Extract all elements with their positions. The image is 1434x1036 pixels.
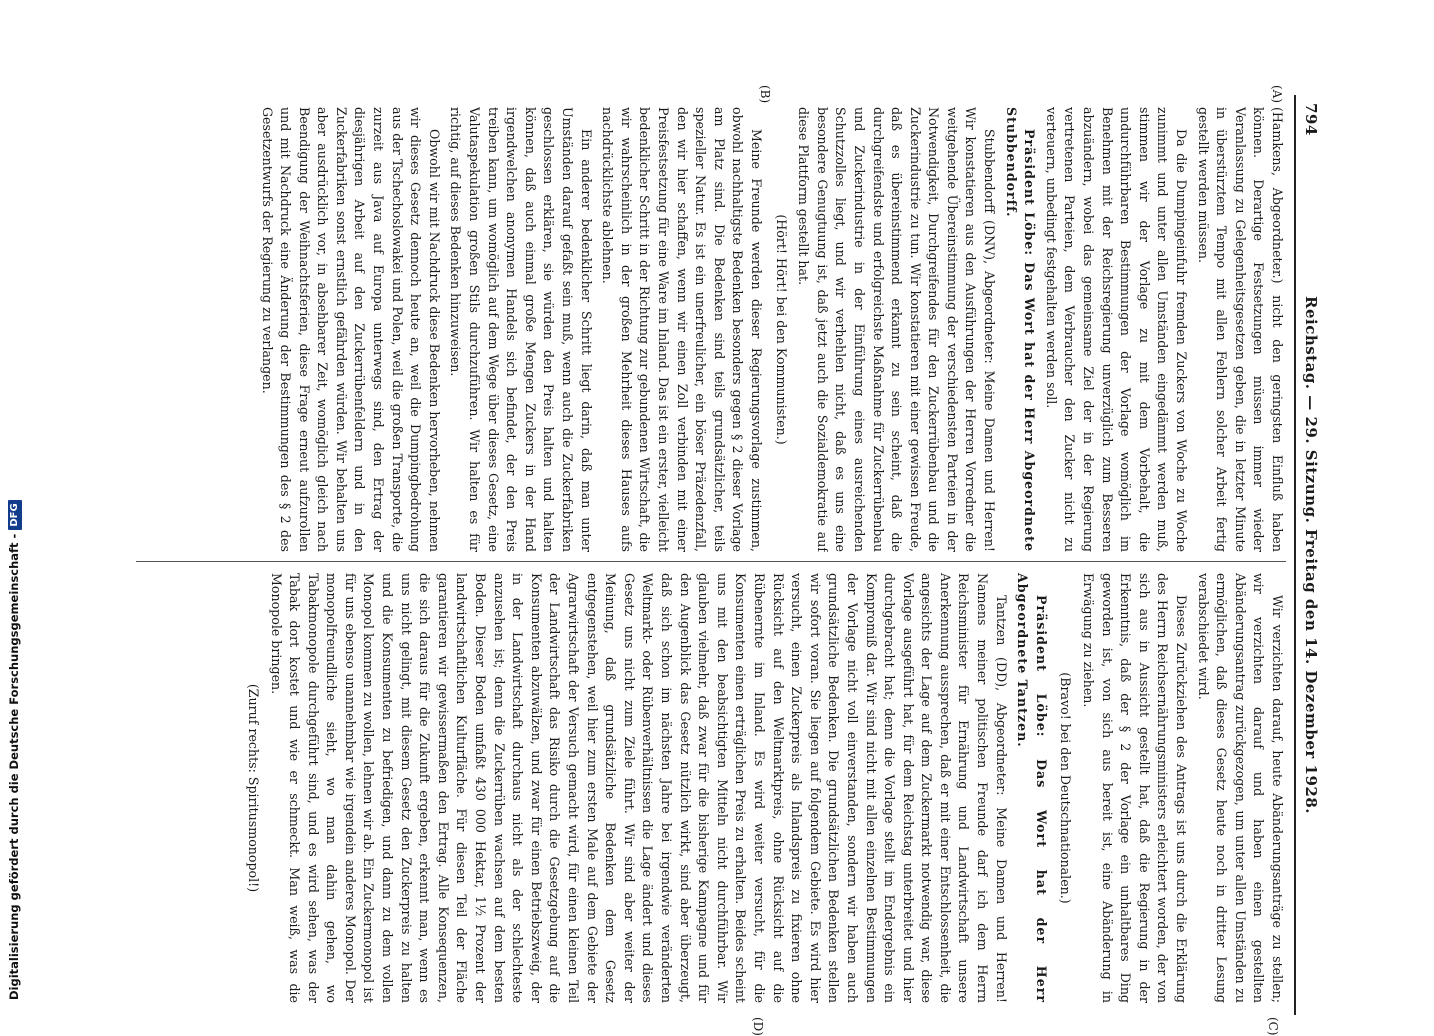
interjection: (Hört! Hört! bei den Kommunisten.) [773, 214, 789, 445]
header-rule [1294, 95, 1296, 1015]
paragraph: Wir verzichten darauf, heute Abänderungsanträge zu stellen; wir verzichten darauf und haben einen gestellten Abänderungsantrag zurückgezogen, um unter allen Umständen zu ermöglichen, daß dieses Gesetz heute noch in dritter Lesung verabschiedet wird. [1195, 573, 1285, 1003]
paragraph: Meine Freunde werden dieser Regierungsvorlage zustimmen, obwohl nachhaltigste Bedenken besonders gegen § 2 dieser Vorlage am Platz sind. Die Bedenken sind teils grundsätzlicher, teils spezieller Natur. Es ist ein unerfreulicher, ein böser Präzedenzfall, den wir hier schaffen, wenn wir einen Zoll verbinden mit einer Preisfestsetzung für eine Ware im Inland. Das ist ein erster, vielleicht bedenklicher Schritt in der Richtung zur gebundenen Wirtschaft, die wir wahrscheinlich in der großen Mehrheit dieses Hauses aufs nachdrücklichste ablehnen. [600, 107, 764, 552]
left-column [96, 107, 1286, 552]
speaker-line: Präsident Löbe: Das Wort hat der Herr Abgeordnete Stubbendorff. [1003, 107, 1038, 552]
margin-mark-b: (B) [758, 85, 772, 104]
page-number: 794 [1302, 103, 1320, 136]
speaker-line: Präsident Löbe: Das Wort hat der Herr Abgeordnete Tantzen. [1015, 573, 1049, 1003]
interjection: (Bravo! bei den Deutschnationalen.) [1058, 672, 1074, 904]
margin-mark-a: (A) [1270, 85, 1284, 104]
page-title: Reichstag. — 29. Sitzung. Freitag den 14. Dezember 1928. [1302, 295, 1320, 814]
column-divider [136, 561, 1286, 562]
page-header [1294, 95, 1320, 1015]
rotated-page [80, 85, 1320, 1036]
paragraph: Tantzen (DD), Abgeordneter: Meine Damen und Herren! Namens meiner politischen Freunde darf ich dem Herrn Reichsminister für Ernährung und Landwirtschaft unsere Anerkennung aussprechen, daß er mit einer Entschlossenheit, die angesichts der Lage auf dem Zuckermarkt notwendig war, diese Vorlage ausgeführt hat, für dem Reichstag unterbreitet und hier durchgebracht hat; denn die Vorlage stellt im Endergebnis ein Kompromiß dar. Wir sind nicht mit allen einzelnen Bestimmungen der Vorlage nicht voll einverstanden, sondern wir haben auch grundsätzliche Bedenken. Die grundsätzlichen Bedenken stellen wir sofort voran. Sie liegen auf folgendem Gebiete. Es wird hier versucht, einen Zuckerpreis als Inlandspreis zu fixieren ohne Rücksicht auf den Weltmarktpreis, ohne Rücksicht auf die Rübenernte im Inland. Es wird weiter versucht, für die Konsumenten einen erträglichen Preis zu erhalten. Beides scheint uns mit den beabsichtigten Mitteln nicht durchführbar. Wir glauben vielmehr, daß zwar für die bisherige Kampagne und für den Augenblick das Gesetz nützlich wirkt, sind aber überzeugt, daß sich schon im nächsten Jahre bei irgendwie veränderten Weltmarkt- oder Rübenverhältnissen die Lage ändert und dieses Gesetz uns nicht zum Ziele führt. Wir sind aber weiter der Meinung, daß grundsätzliche Bedenken dem Gesetz entgegenstehen, weil hier zum ersten Male auf dem Gebiete der Agrarwirtschaft der Versuch gemacht wird, für einen kleinen Teil der Landwirtschaft das Risiko durch die Gesetzgebung auf die Konsumenten abzuwälzen, und zwar für einen Betriebszweig, der in der Landwirtschaft durchaus nicht als der schlechteste anzusehen ist; denn die Zuckerrüben wachsen auf dem besten Boden. Dieser Boden umfaßt 430 000 Hektar, 1½ Prozent der landwirtschaftlichen Kulturfläche. Für diesen Teil der Fläche garantieren wir gewissermaßen den Ertrag. Alle Konsequenzen, die sich daraus für die Zukunft ergeben, erkennt man, wenn es uns nicht gelingt, mit diesem Gesetz den Zuckerpreis zu halten und die Konsumenten zu befriedigen, und dann zu dem vollen Monopol kommen zu wollen, lehnen wir ab. Ein Zuckermonopol ist für uns ebenso unannehmbar wie irgendein anderes Monopol. Der monopolfreundliche sieht, wo man dahin gehen, wo Tabakmonopole durchgeführt sind, und es wird sehen, was der Tabak dort kostet und wie er schmeckt. Man weiß, was die Monopole bringen. [268, 573, 1009, 1003]
paragraph: (Hamkens, Abgeordneter.) nicht den geringsten Einfluß haben können. Derartige Festsetzungen müssen immer wieder Veranlassung zu Gelegenheitsgesetzen geben, die in letzter Minute in überstürztem Tempo mit allen Fehlern solcher Arbeit fertig gestellt werden müssen. [1195, 107, 1285, 552]
right-column [96, 573, 1286, 1003]
paragraph: Da die Dumpingeinfuhr fremden Zuckers von Woche zu Woche zunimmt und unter allen Umständen eingedämmt werden muß, stimmen wir der Vorlage zu mit dem Vorbehalt, die undurchführbaren Bestimmungen der Vorlage womöglich im Benehmen mit der Reichsregierung unverzüglich zum Besseren abzuändern, wobei das gemeinsame Ziel der in der Regierung vertretenen Parteien, dem Verbraucher den Zucker nicht zu verteuern, unbedingt festgehalten werden soll. [1043, 107, 1190, 552]
digitization-credit [4, 0, 26, 1000]
interjection: (Zuruf rechts: Spiritusmonopol!) [245, 683, 261, 893]
paragraph: Stubbendorff (DNV), Abgeordneter: Meine Damen und Herren! Wir konstatieren aus den Ausführungen der Herren Vorredner die weitgehende Übereinstimmung der verschiedensten Parteien in der Notwendigkeit, Durchgreifendes für den Zuckerrübenbau und die Zuckerindustrie zu tun. Wir konstatieren mit einer gewissen Freude, daß es übereinstimmend erkannt zu sein scheint, daß die durchgreifendste und erfolgreichste Maßnahme für Zuckerrübenbau und Zuckerindustrie in der Einführung eines ausreichenden Schutzzolles liegt, und wir verhehlen nicht, daß es uns eine besondere Genugtuung ist, daß jetzt auch die Sozialdemokratie auf diese Plattform gestellt hat. [796, 107, 998, 552]
dfg-logo: DFG [8, 500, 22, 529]
paragraph: Ein anderer bedenklicher Schritt liegt darin, daß man unter Umständen darauf gefaßt sein muß, wenn auch die Zuckerfabriken geschlossen erklären, sie würden den Preis halten und halten können, daß auch einmal große Mengen Zuckers in der Hand irgendwelchen anonymen Handels sich befindet, der den Preis treiben kann, um womöglich auf dem Wege über dieses Gesetz, eine Valutaspekulation großen Stils durchzuführen. Wir halten es für richtig, auf dieses Bedenken hinzuweisen. [448, 107, 594, 552]
credit-text-wrapper [4, 40, 24, 1000]
margin-mark-d: (D) [751, 1017, 765, 1036]
paragraph: Dieses Zurückziehen des Antrags ist uns durch die Erklärung des Herrn Reichsernährungsministers erleichtert worden, der von sich aus in Aussicht gestellt hat, daß die Regierung in der Erkenntnis, daß der § 2 der Vorlage ein unhaltbares Ding geworden ist, von sich aus bereit ist, eine Abänderung in Erwägung zu ziehen. [1081, 573, 1190, 1003]
credit-text: Digitalisierung gefördert durch die Deutsche Forschungsgemeinschaft - [7, 533, 21, 1000]
paragraph: Obwohl wir mit Nachdruck diese Bedenken hervorheben, nehmen wir dieses Gesetz dennoch heute an, weil die Dumpingbedrohung aus der Tschechoslowakei und Polen, weil die großen Transporte, die zurzeit aus Java auf Europa unterwegs sind, den Ertrag der diesjährigen Arbeit auf den Zuckerrübenfeldern und in den Zuckerfabriken sonst ernstlich gefährden würden. Wir behalten uns aber ausdrücklich vor, in absehbarer Zeit, womöglich gleich nach Beendigung der Weihnachtsferien, diese Frage erneut aufzurollen und mit Nachdruck eine Änderung der Bestimmungen des § 2 des Gesetzentwurfs der Regierung zu verlangen. [259, 107, 442, 552]
margin-mark-c: (C) [1266, 1017, 1280, 1036]
